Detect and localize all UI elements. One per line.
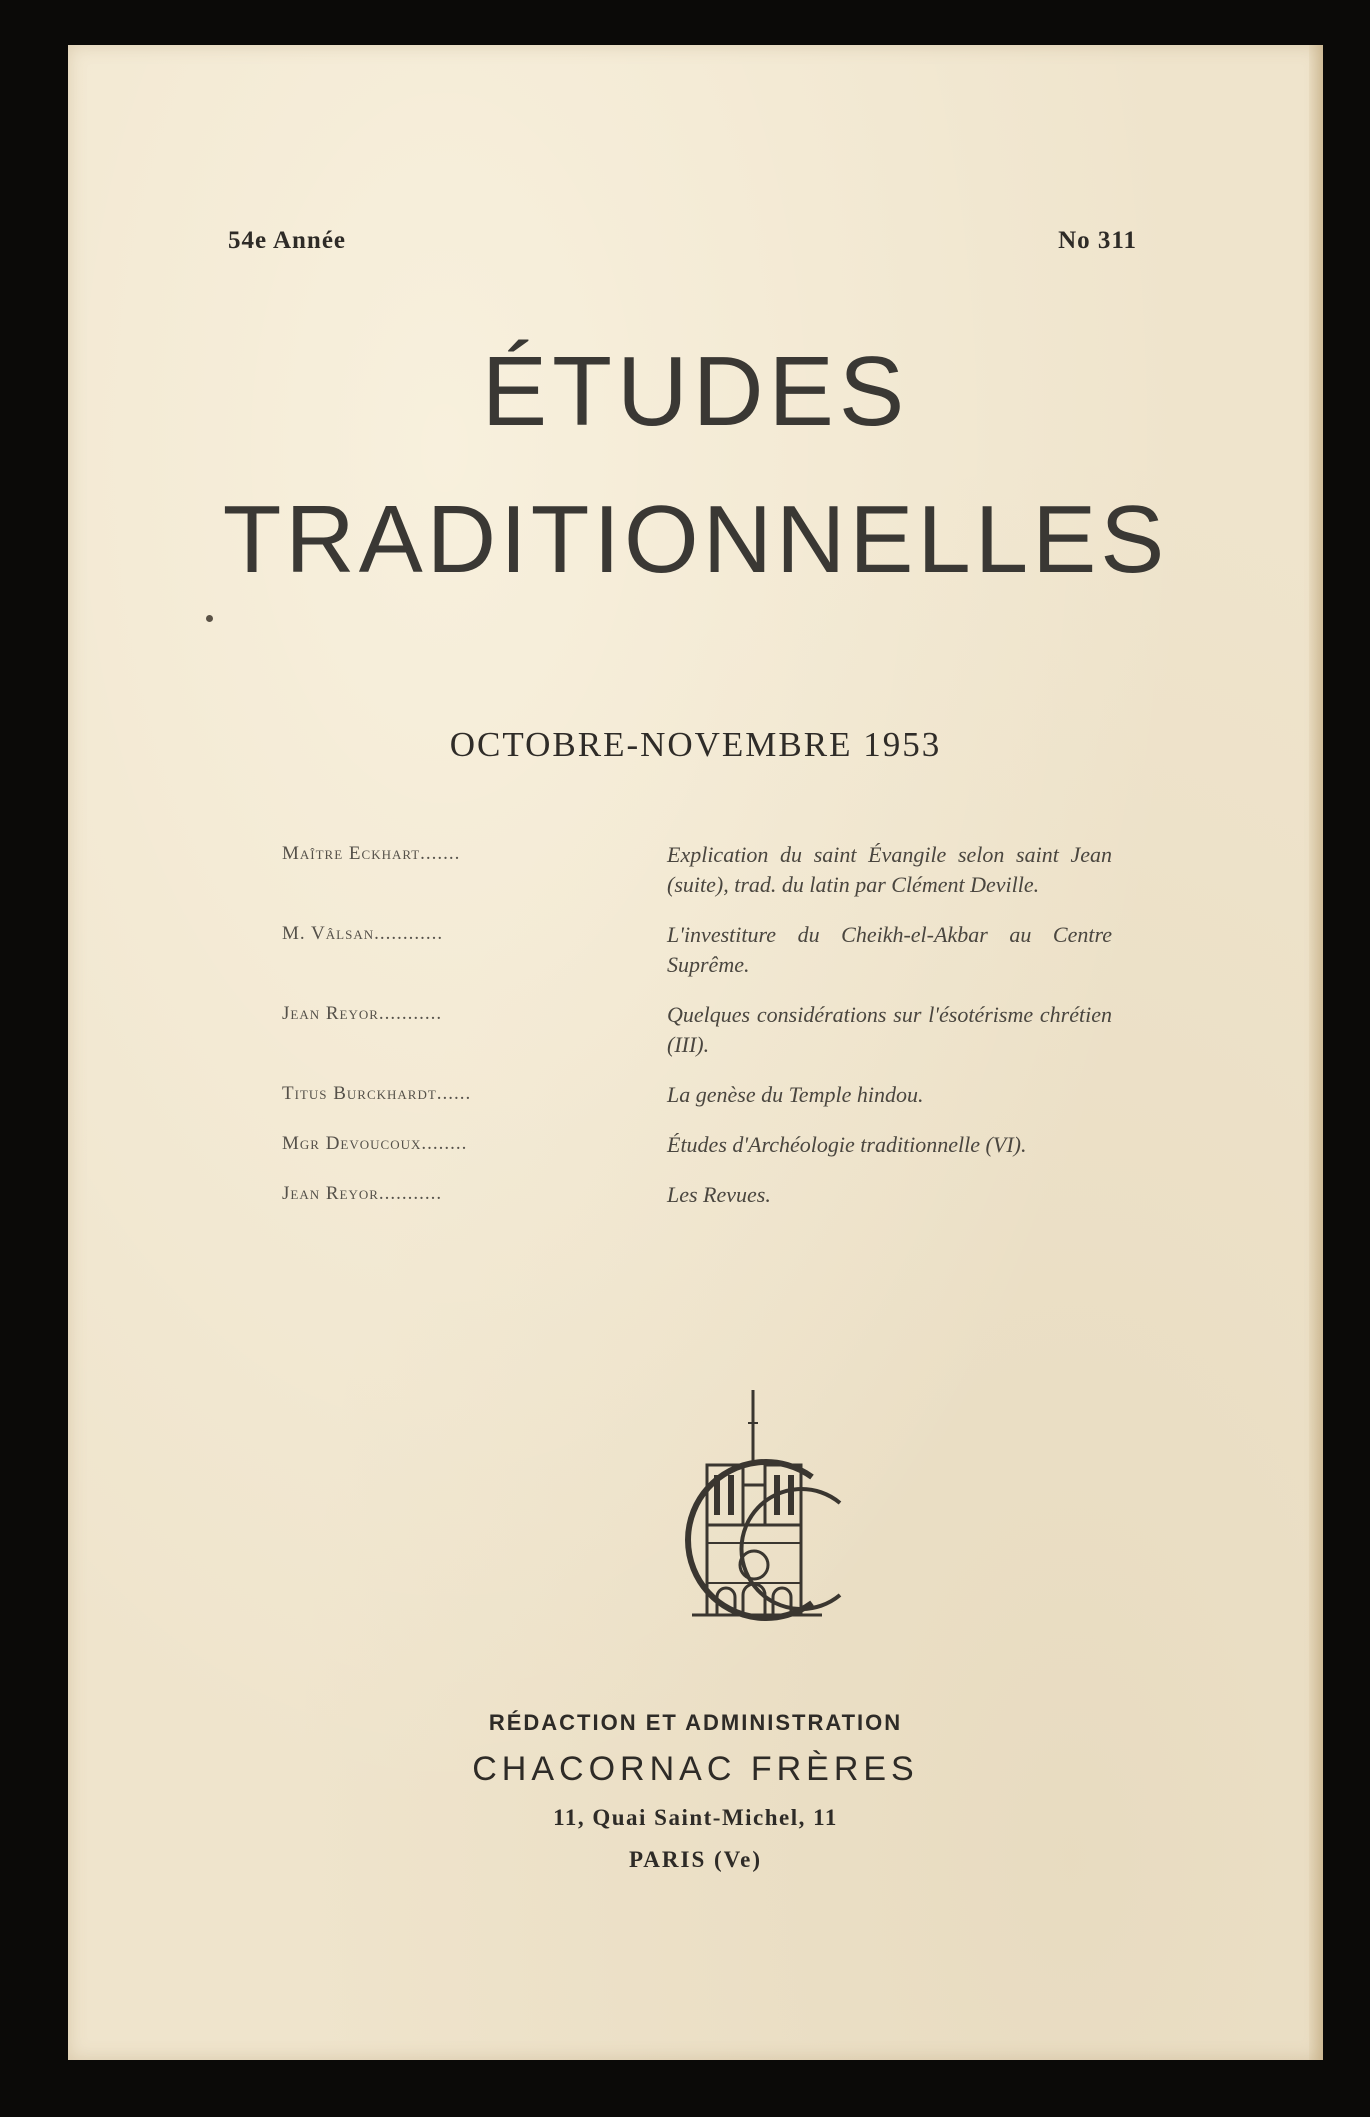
issue-date: OCTOBRE-NOVEMBRE 1953	[449, 725, 942, 764]
year-label: 54e Année	[228, 227, 347, 254]
toc-author: M. Vâlsan............	[282, 923, 444, 944]
toc-entry	[282, 1080, 1162, 1110]
toc-author: Jean Reyor...........	[282, 1003, 443, 1024]
toc-entry	[282, 920, 1162, 980]
toc-author: Maître Eckhart.......	[282, 843, 461, 864]
magazine-cover	[68, 45, 1323, 2060]
footer-editorial: RÉDACTION ET ADMINISTRATION	[488, 1710, 903, 1735]
toc-entry	[282, 1000, 1162, 1060]
toc-author: Jean Reyor...........	[282, 1183, 443, 1204]
publisher-emblem-icon	[662, 1385, 852, 1645]
toc-author: Titus Burckhardt......	[282, 1083, 472, 1104]
toc-entry	[282, 1130, 1162, 1160]
toc-entry	[282, 840, 1162, 900]
footer-address: 11, Quai Saint-Michel, 11	[553, 1805, 838, 1830]
paper-speck	[206, 615, 213, 622]
title-line-1: ÉTUDES	[481, 336, 910, 446]
toc-article: La genèse du Temple hindou.	[667, 1082, 924, 1107]
toc-article: Quelques considérations sur l'ésotérisme chrétien (III).	[667, 1002, 1112, 1057]
toc-article: Les Revues.	[667, 1182, 771, 1207]
footer-city: PARIS (Ve)	[628, 1847, 763, 1872]
toc-article: Études d'Archéologie traditionnelle (VI).	[667, 1132, 1027, 1157]
toc-article: Explication du saint Évangile selon saint Jean (suite), trad. du latin par Clément Deville.	[667, 842, 1112, 897]
toc-author: Mgr Devoucoux........	[282, 1133, 468, 1154]
toc-article: L'investiture du Cheikh-el-Akbar au Centre Suprême.	[667, 922, 1112, 977]
issue-number: No 311	[1058, 227, 1137, 254]
footer-publisher: CHACORNAC FRÈRES	[472, 1750, 919, 1788]
title-line-2: TRADITIONNELLES	[222, 486, 1169, 593]
table-of-contents	[282, 840, 1162, 1230]
toc-entry	[282, 1180, 1162, 1210]
